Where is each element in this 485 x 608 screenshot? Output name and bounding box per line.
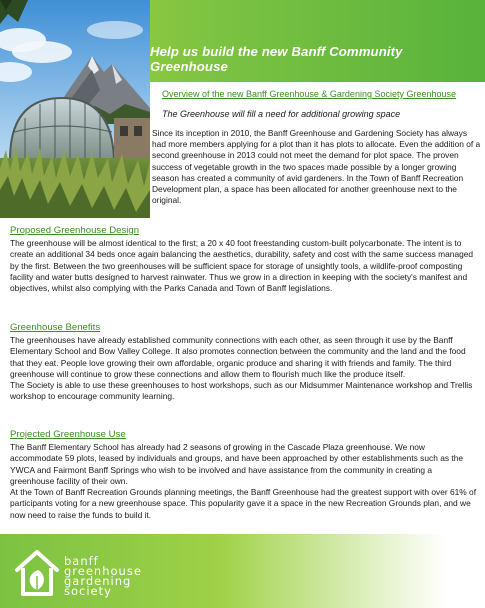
section-heading: Projected Greenhouse Use [10, 429, 126, 440]
section-projected-use [10, 429, 478, 521]
logo-line: greenhouse [64, 564, 142, 578]
overview-link[interactable]: Overview of the new Banff Greenhouse & Gardening Society Greenhouse [162, 89, 457, 99]
overview-subtitle: The Greenhouse will fill a need for additional growing space [162, 109, 401, 119]
section-body: The greenhouse will be almost identical to the first; a 20 x 40 foot freestanding custom-built polycarbonate. The intent is to create an additional 34 beds once again balancing the aesthetics, durability, safety and cost with the same success managed by the first. Between the two greenhouses will be sufficient space for storage of unsightly tools, a wildlife-proof composting facility and water butts designed to harvest rainwater. Thus we grow in a direction in keeping with the society's manifest and objectives, whilst also complying with the Parks Canada and Town of Banff legislations. [10, 238, 474, 294]
banner-title: Help us build the new Banff Community Greenhouse [150, 44, 403, 74]
section-body-2: The Society is able to use these greenhouses to host workshops, such as our Midsummer Maintenance workshop and Trellis workshop to encourage community learning. [10, 380, 473, 402]
section-body: The Banff Elementary School has already had 2 seasons of growing in the Cascade Plaza greenhouse. We now accommodate 59 plots, leased by individuals and groups, and have been approached by other establishments such as the YWCA and Fairmont Banff Springs who wish to be involved and have assistance from the community in creating a greenhouse facility of their own. [10, 442, 464, 486]
logo-line: gardening [64, 574, 132, 588]
section-benefits [10, 322, 478, 403]
logo-line: banff [64, 554, 99, 568]
section-proposed-design [10, 225, 478, 294]
section-body-2: At the Town of Banff Recreation Grounds planning meetings, the Banff Greenhouse had the greatest support with over 61% of participants voting for a new greenhouse space. This popularity gave it a space in the new Recreation Grounds plan, and we now need to raise the funds to build it. [10, 487, 477, 520]
society-logo-text [64, 556, 142, 596]
intro-paragraph: Since its inception in 2010, the Banff Greenhouse and Gardening Society has always had more members applying for a plot than it has plots to allocate. Even the addition of a second greenhouse in 2013 could not meet the demand for plot space. The proven success of vegetable growth in the two spaces made possible by a longer growing season has created a community of avid gardeners. In the Town of Banff Recreation Development plan, a space has been allocated for another greenhouse next to the original. [152, 128, 481, 206]
section-heading: Proposed Greenhouse Design [10, 225, 140, 236]
section-heading: Greenhouse Benefits [10, 322, 101, 333]
greenhouse-photo [0, 0, 150, 218]
section-body: The greenhouses have already established community connections with each other, as seen through it use by the Banff Elementary School and Bow Valley College. It also promotes connection between the community and the land and the food that they eat. People love growing their own affordable, organic produce and sharing it with friends and family. The third greenhouse will continue to grow these connections and allow them to flourish much like the produce itself. [10, 335, 466, 379]
logo-line: society [64, 584, 112, 598]
house-leaf-icon [14, 548, 60, 603]
